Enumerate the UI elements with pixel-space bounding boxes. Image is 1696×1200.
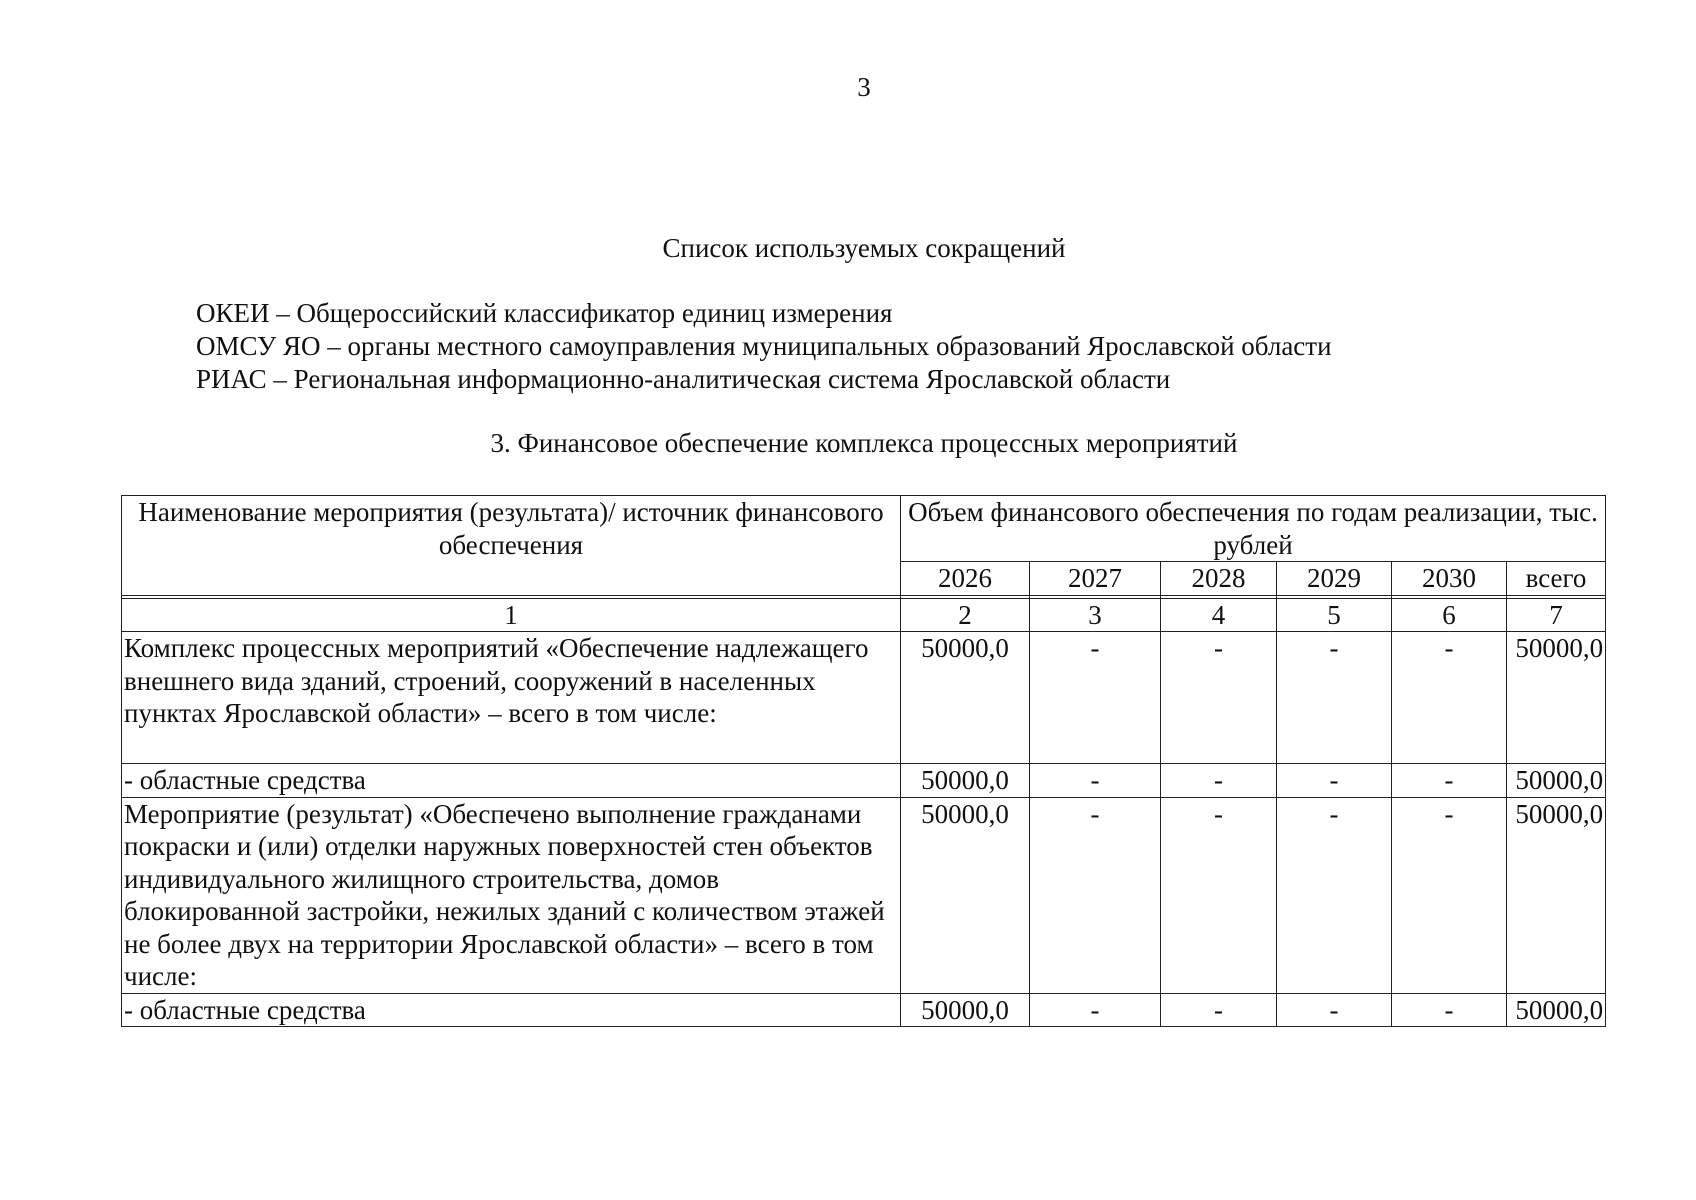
row-name-cell: Мероприятие (результат) «Обеспечено выполнение гражданами покраски и (или) отделки наружных поверхностей стен объектов индивидуального жилищного строительства, домов блокированной застройки, нежилых зданий с количеством этажей не более двух на территории Ярославской области» – всего в том числе: [122,797,901,993]
financing-table [121,495,1606,1027]
abbreviation-item: ОМСУ ЯО – органы местного самоуправления муниципальных образований Ярославской области [196,331,1332,361]
value-cell: - [1030,632,1161,764]
row-name-cell: Комплекс процессных мероприятий «Обеспечение надлежащего внешнего вида зданий, строений, сооружений в населенных пунктах Ярославской области» – всего в том числе: [122,632,901,764]
total-value-cell: 50000,0 [1507,993,1606,1027]
header-name-cell: Наименование мероприятия (результата)/ источник финансового обеспечения [122,496,901,596]
value-cell: 50000,0 [901,797,1030,993]
table-row [122,632,1606,764]
abbreviations-list [196,297,1332,396]
year-cell: 2029 [1277,562,1392,596]
column-number-cell: 5 [1277,598,1392,632]
value-cell: - [1392,764,1507,798]
section-title: 3. Финансовое обеспечение комплекса процессных мероприятий [490,428,1238,458]
header-volume-cell: Объем финансового обеспечения по годам реализации, тыс. рублей [901,496,1606,562]
abbreviations-title: Список используемых сокращений [662,233,1066,263]
value-cell: - [1392,797,1507,993]
abbreviation-item: ОКЕИ – Общероссийский классификатор единиц измерения [196,298,893,328]
value-cell: 50000,0 [901,993,1030,1027]
total-value-cell: 50000,0 [1507,632,1606,764]
row-name-cell: - областные средства [122,764,901,798]
total-header-cell: всего [1507,562,1606,596]
column-number-cell: 7 [1507,598,1606,632]
value-cell: - [1277,993,1392,1027]
table-row [122,764,1606,798]
column-number-cell: 4 [1161,598,1277,632]
year-cell: 2026 [901,562,1030,596]
value-cell: - [1392,632,1507,764]
column-number-row [122,598,1606,632]
value-cell: - [1161,632,1277,764]
table-row [122,993,1606,1027]
total-value-cell: 50000,0 [1507,764,1606,798]
abbreviation-item: РИАС – Региональная информационно-аналитическая система Ярославской области [196,364,1171,394]
column-number-cell: 6 [1392,598,1507,632]
year-cell: 2030 [1392,562,1507,596]
row-name-cell: - областные средства [122,993,901,1027]
value-cell: - [1030,764,1161,798]
column-number-cell: 3 [1030,598,1161,632]
table-row [122,797,1606,993]
value-cell: - [1277,632,1392,764]
value-cell: - [1392,993,1507,1027]
page-number: 3 [857,72,871,102]
value-cell: - [1030,797,1161,993]
value-cell: 50000,0 [901,764,1030,798]
column-number-cell: 1 [122,598,901,632]
total-value-cell: 50000,0 [1507,797,1606,993]
year-cell: 2027 [1030,562,1161,596]
value-cell: 50000,0 [901,632,1030,764]
value-cell: - [1277,764,1392,798]
value-cell: - [1161,993,1277,1027]
column-number-cell: 2 [901,598,1030,632]
value-cell: - [1161,764,1277,798]
value-cell: - [1030,993,1161,1027]
value-cell: - [1161,797,1277,993]
value-cell: - [1277,797,1392,993]
year-cell: 2028 [1161,562,1277,596]
table-header-row [122,496,1606,562]
